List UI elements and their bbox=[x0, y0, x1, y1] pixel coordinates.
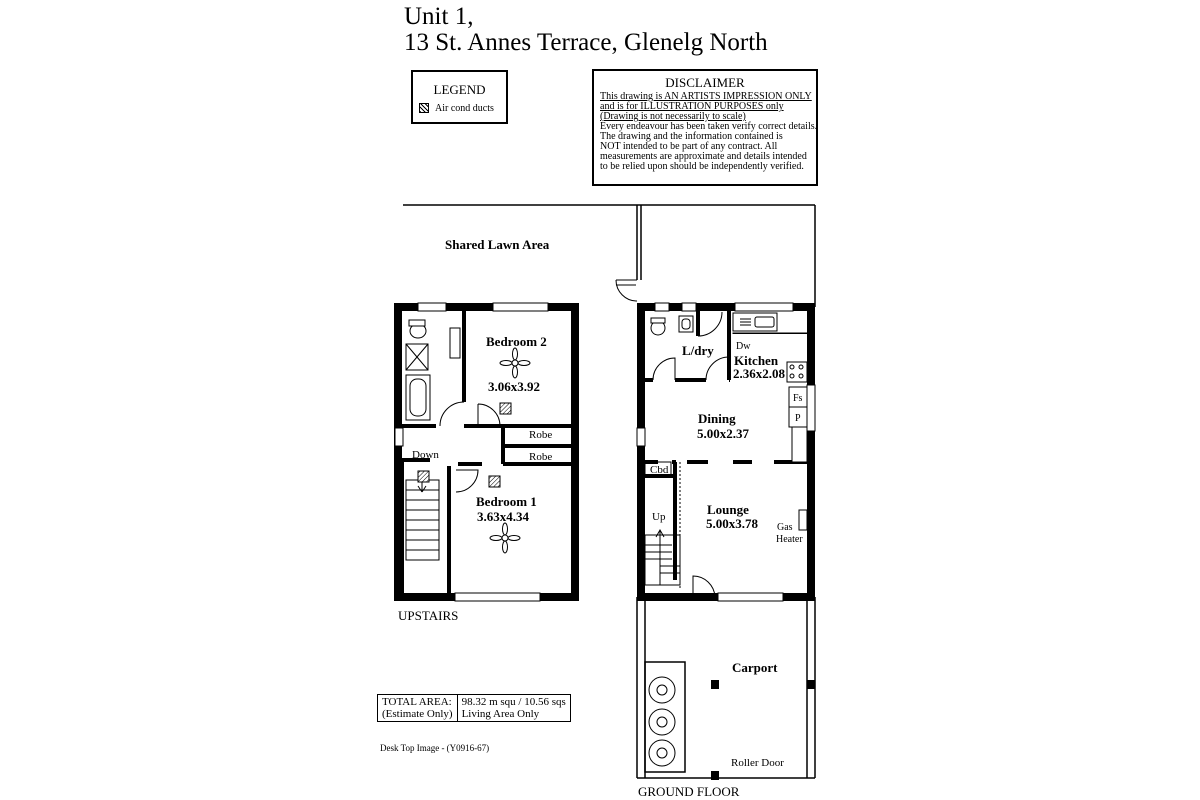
label-bedroom1: Bedroom 1 bbox=[476, 494, 537, 509]
label-up: Up bbox=[652, 511, 666, 523]
label-kitchen: Kitchen bbox=[734, 353, 779, 368]
label-down: Down bbox=[412, 449, 439, 461]
disclaimer-line: and is for ILLUSTRATION PURPOSES only bbox=[600, 101, 784, 112]
label-fridge-space: Fs bbox=[793, 393, 803, 404]
upstairs-stairs bbox=[406, 480, 439, 560]
label-roller-door: Roller Door bbox=[731, 757, 784, 769]
total-area-scope: Living Area Only bbox=[461, 708, 540, 720]
total-area-table bbox=[377, 694, 571, 722]
label-robe-top: Robe bbox=[529, 429, 553, 441]
label-kitchen-size: 2.36x2.08 bbox=[733, 366, 785, 381]
disclaimer-line: Every endeavour has been taken verify correct details. bbox=[600, 121, 818, 132]
air-cond-duct-icon bbox=[489, 476, 500, 487]
air-cond-duct-icon bbox=[418, 471, 429, 482]
disclaimer-title: DISCLAIMER bbox=[665, 75, 745, 90]
label-dishwasher: Dw bbox=[736, 341, 751, 352]
carport-post bbox=[807, 680, 815, 689]
label-dining: Dining bbox=[698, 411, 736, 426]
legend-item: Air cond ducts bbox=[435, 103, 494, 114]
label-heater: Heater bbox=[776, 534, 803, 545]
label-carport: Carport bbox=[732, 660, 778, 675]
ceiling-fan-icon bbox=[490, 523, 520, 553]
label-upstairs: UPSTAIRS bbox=[398, 608, 459, 623]
label-lounge-size: 5.00x3.78 bbox=[706, 516, 758, 531]
label-robe-bottom: Robe bbox=[529, 451, 553, 463]
label-gas: Gas bbox=[777, 522, 793, 533]
label-pantry: P bbox=[795, 413, 801, 424]
total-area-value-cell bbox=[457, 695, 570, 722]
total-area-value: 98.32 m squ / 10.56 sqs bbox=[461, 696, 566, 708]
label-bedroom2-size: 3.06x3.92 bbox=[488, 379, 540, 394]
carport-post bbox=[711, 680, 719, 689]
label-ground-floor: GROUND FLOOR bbox=[638, 784, 740, 799]
disclaimer-line: (Drawing is not necessarily to scale) bbox=[600, 111, 746, 122]
total-area-label-cell bbox=[378, 695, 458, 722]
disclaimer-line: NOT intended to be part of any contract. All bbox=[600, 141, 778, 152]
label-laundry: L/dry bbox=[682, 343, 714, 358]
total-area-note: (Estimate Only) bbox=[382, 708, 453, 720]
property-boundary bbox=[403, 205, 815, 307]
image-reference: Desk Top Image - (Y0916-67) bbox=[380, 743, 490, 753]
disclaimer-line: to be relied upon should be independently verified. bbox=[600, 161, 804, 172]
ground-floor-walls bbox=[641, 307, 811, 597]
gas-heater-unit bbox=[799, 510, 807, 530]
label-lounge: Lounge bbox=[707, 502, 749, 517]
laundry-fixtures bbox=[651, 316, 693, 335]
address-line-1: Unit 1, bbox=[404, 3, 474, 30]
ground-windows bbox=[637, 303, 815, 601]
legend-title: LEGEND bbox=[433, 82, 486, 97]
shrub-icon bbox=[649, 677, 675, 766]
label-bedroom1-size: 3.63x4.34 bbox=[477, 509, 529, 524]
label-cupboard: Cbd bbox=[650, 464, 669, 476]
gate-swing bbox=[616, 280, 637, 301]
total-area-label: TOTAL AREA: bbox=[382, 696, 452, 708]
air-cond-duct-icon bbox=[500, 403, 511, 414]
disclaimer-line: This drawing is AN ARTISTS IMPRESSION ONLY bbox=[600, 91, 812, 102]
disclaimer-line: The drawing and the information contained is bbox=[600, 131, 783, 142]
label-bedroom2: Bedroom 2 bbox=[486, 334, 547, 349]
carport-post bbox=[711, 771, 719, 780]
label-dining-size: 5.00x2.37 bbox=[697, 426, 749, 441]
ceiling-fan-icon bbox=[500, 348, 530, 378]
ground-doors bbox=[616, 285, 729, 597]
disclaimer-line: measurements are approximate and details intended bbox=[600, 151, 807, 162]
label-shared-lawn: Shared Lawn Area bbox=[445, 237, 550, 252]
address-line-2: 13 St. Annes Terrace, Glenelg North bbox=[404, 29, 768, 56]
